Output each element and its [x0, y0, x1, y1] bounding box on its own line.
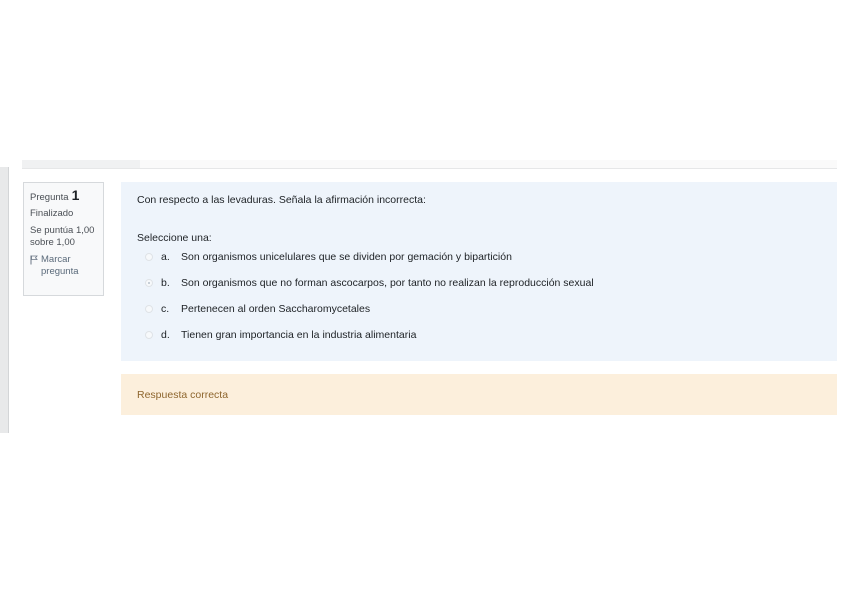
radio-option-d[interactable] [145, 331, 153, 339]
question-content [121, 182, 837, 361]
answer-option-d[interactable] [145, 328, 821, 341]
option-b-text: Son organismos que no forman ascocarpos, por tanto no realizan la reproducción sexual [181, 276, 594, 289]
flag-question-link[interactable] [30, 254, 97, 278]
answer-prompt: Seleccione una: [137, 232, 212, 244]
option-d-text: Tienen gran importancia en la industria alimentaria [181, 328, 417, 341]
question-grade: Se puntúa 1,00 sobre 1,00 [30, 225, 95, 248]
question-info-panel [23, 182, 104, 296]
flag-question-label: Marcar pregunta [41, 254, 79, 277]
question-number-label: Pregunta [30, 192, 69, 203]
answer-options [145, 250, 821, 341]
page-left-edge [0, 167, 9, 433]
radio-option-a[interactable] [145, 253, 153, 261]
previous-content-tab [22, 160, 140, 168]
option-d-letter: d. [161, 328, 170, 341]
answer-option-a[interactable] [145, 250, 821, 263]
question-number [30, 189, 97, 204]
radio-option-c[interactable] [145, 305, 153, 313]
flag-icon [30, 255, 38, 265]
question-state: Finalizado [30, 208, 74, 219]
option-c-text: Pertenecen al orden Saccharomycetales [181, 302, 371, 315]
option-c-letter: c. [161, 302, 170, 315]
option-a-letter: a. [161, 250, 170, 263]
answer-option-b[interactable] [145, 276, 821, 289]
question-text: Con respecto a las levaduras. Señala la afirmación incorrecta: [137, 194, 426, 206]
answer-option-c[interactable] [145, 302, 821, 315]
option-b-letter: b. [161, 276, 170, 289]
previous-content-edge [22, 160, 837, 169]
feedback-box [121, 374, 837, 415]
radio-option-b[interactable] [145, 279, 153, 287]
option-a-text: Son organismos unicelulares que se dividen por gemación y bipartición [181, 250, 512, 263]
feedback-text: Respuesta correcta [137, 388, 229, 401]
question-number-value: 1 [71, 187, 80, 203]
